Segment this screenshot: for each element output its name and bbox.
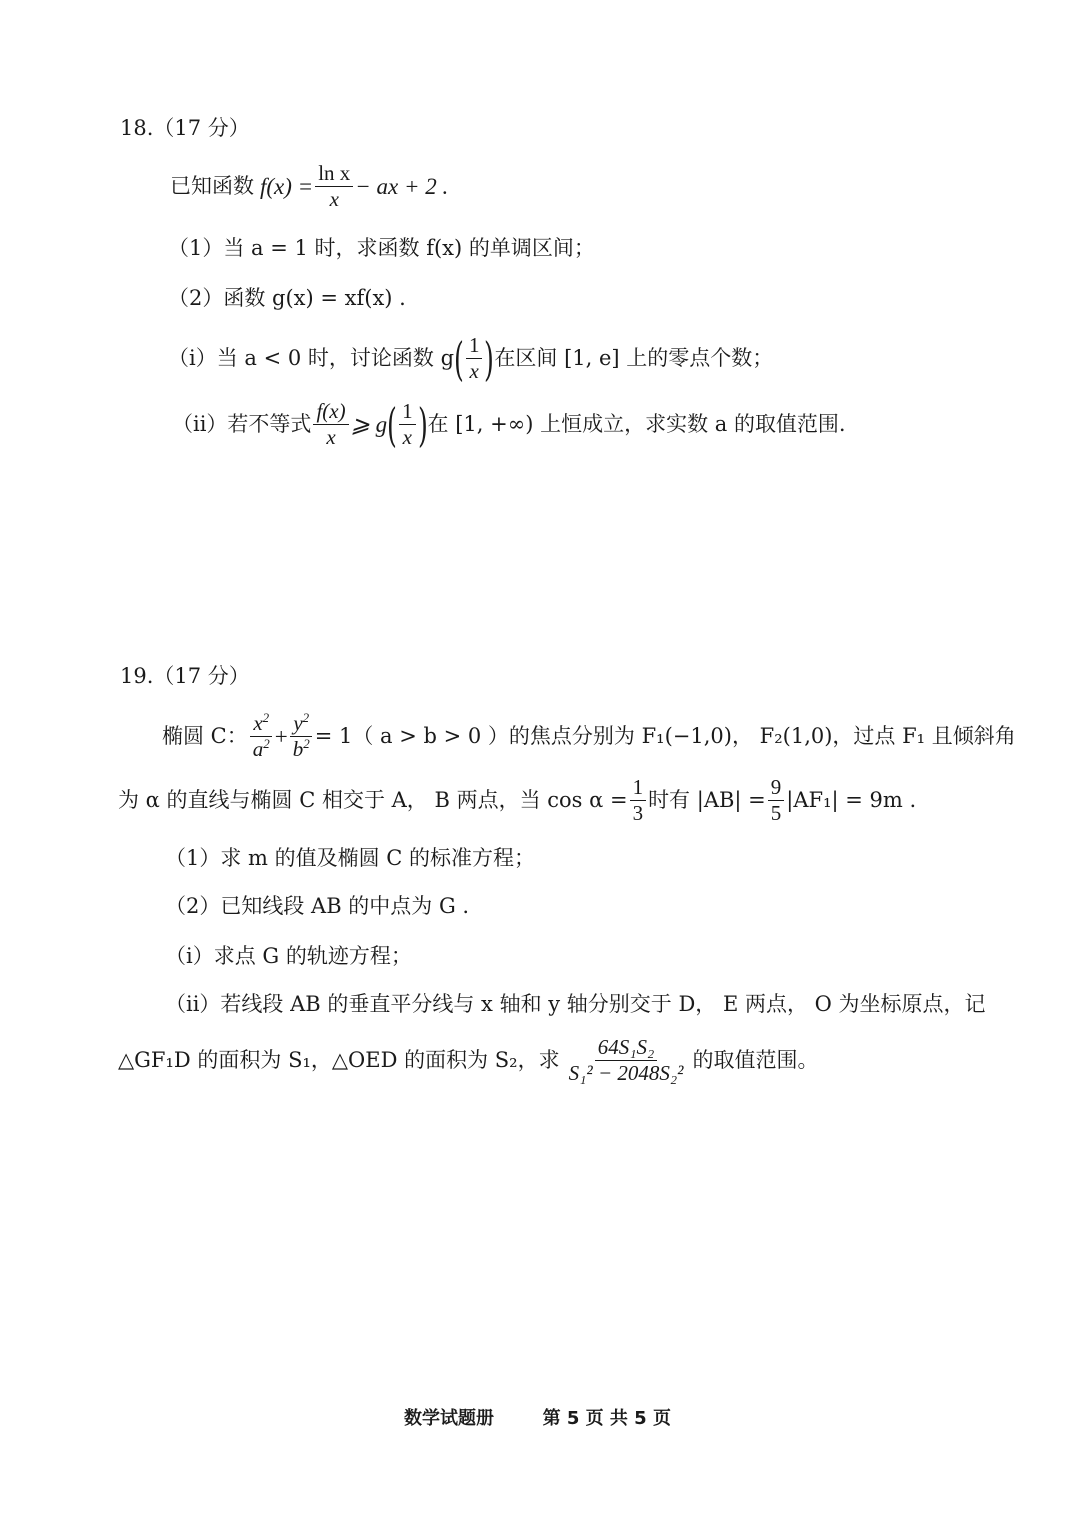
frac-x: x <box>402 425 412 450</box>
q19-part2i: （i）求点 G 的轨迹方程； <box>165 944 412 968</box>
q18-part2ii-suffix: 在 [1, +∞) 上恒成立，求实数 a 的取值范围. <box>427 412 846 437</box>
y2: $y^2$ <box>290 712 312 737</box>
q19-part1: （1）求 m 的值及椭圆 C 的标准方程； <box>165 846 536 870</box>
ratio-den: S₁² − 2048S₂² <box>568 1061 684 1086</box>
cos-num: 1 <box>630 776 647 801</box>
frac-one: 1 <box>466 334 483 359</box>
q19-heading: 19.（17 分） <box>120 664 250 688</box>
footer <box>404 1410 671 1428</box>
ratio-fraction <box>566 1036 687 1085</box>
q19-line1 <box>162 712 1016 761</box>
q18-part1: （1）当 a = 1 时，求函数 f(x) 的单调区间； <box>168 236 595 260</box>
x2: $x^2$ <box>250 712 272 737</box>
q19-line2-prefix: 为 α 的直线与椭圆 C 相交于 A， B 两点，当 cos α = <box>118 788 628 813</box>
right-paren: ) <box>417 397 428 452</box>
q18-part2i-prefix: （i）当 a < 0 时，讨论函数 g <box>168 346 455 371</box>
q19-line2-mid: 时有 |AB| = <box>648 788 766 813</box>
q19-last-line <box>118 1036 818 1085</box>
q19-part2: （2）已知线段 AB 的中点为 G . <box>165 894 470 918</box>
q18-part2ii-fraction <box>313 400 348 449</box>
ab-den: 5 <box>770 801 782 826</box>
x2-over-a2 <box>250 712 273 761</box>
q19-last-suffix: 的取值范围。 <box>692 1048 819 1073</box>
q18-part2i <box>168 331 774 386</box>
left-paren: ( <box>454 331 464 386</box>
b2: $b^2$ <box>292 736 310 762</box>
cos-fraction <box>630 776 647 825</box>
ab-num: 9 <box>768 776 785 801</box>
footer-page: 第 5 页 共 5 页 <box>542 1408 671 1429</box>
q18-intro-lhs: f(x) = <box>260 174 314 200</box>
ratio-num: 64S₁S₂ <box>595 1036 658 1061</box>
q18-part2: （2）函数 g(x) = xf(x) . <box>168 286 406 310</box>
footer-title: 数学试题册 <box>404 1408 494 1429</box>
cos-den: 3 <box>632 801 644 826</box>
q18-part2ii-prefix: （ii）若不等式 <box>172 412 312 437</box>
q19-line1-suffix: = 1（ a > b > 0 ）的焦点分别为 F₁(−1,0)， F₂(1,0)，过点 F₁ 且倾斜角 <box>314 724 1016 749</box>
q18-part2ii-num: f(x) <box>313 400 348 425</box>
frac-x: x <box>469 359 479 384</box>
q18-part2ii-mid: ⩾ g <box>350 412 388 438</box>
q18-intro-prefix: 已知函数 <box>170 174 254 199</box>
y2-over-b2 <box>290 712 313 761</box>
q19-line2-suffix: |AF₁| = 9m . <box>786 788 917 813</box>
q19-line1-prefix: 椭圆 C： <box>162 724 248 749</box>
q19-last-prefix: △GF₁D 的面积为 S₁，△OED 的面积为 S₂，求 <box>118 1048 560 1073</box>
q18-part2i-fraction <box>466 334 483 383</box>
q18-intro-fraction <box>315 162 353 211</box>
frac-one: 1 <box>399 400 416 425</box>
q18-part2ii-den: x <box>326 425 336 450</box>
q18-intro-num: ln x <box>315 162 353 187</box>
left-paren: ( <box>387 397 398 452</box>
q18-part2ii-fraction2 <box>399 400 416 449</box>
q18-part2i-suffix: 在区间 [1, e] 上的零点个数； <box>494 346 774 371</box>
ab-fraction <box>768 776 785 825</box>
q18-intro-den: x <box>329 187 339 212</box>
right-paren: ) <box>484 331 495 386</box>
plus-sign: + <box>274 724 288 750</box>
a2: $a^2$ <box>252 736 270 762</box>
q19-part2ii: （ii）若线段 AB 的垂直平分线与 x 轴和 y 轴分别交于 D， E 两点， O 为坐标原点，记 <box>165 992 986 1016</box>
q18-intro-suffix: − ax + 2 . <box>355 174 449 200</box>
q19-line2 <box>118 776 916 825</box>
q18-part2ii <box>172 397 846 452</box>
q18-intro <box>170 162 448 211</box>
q18-heading: 18.（17 分） <box>120 116 250 140</box>
